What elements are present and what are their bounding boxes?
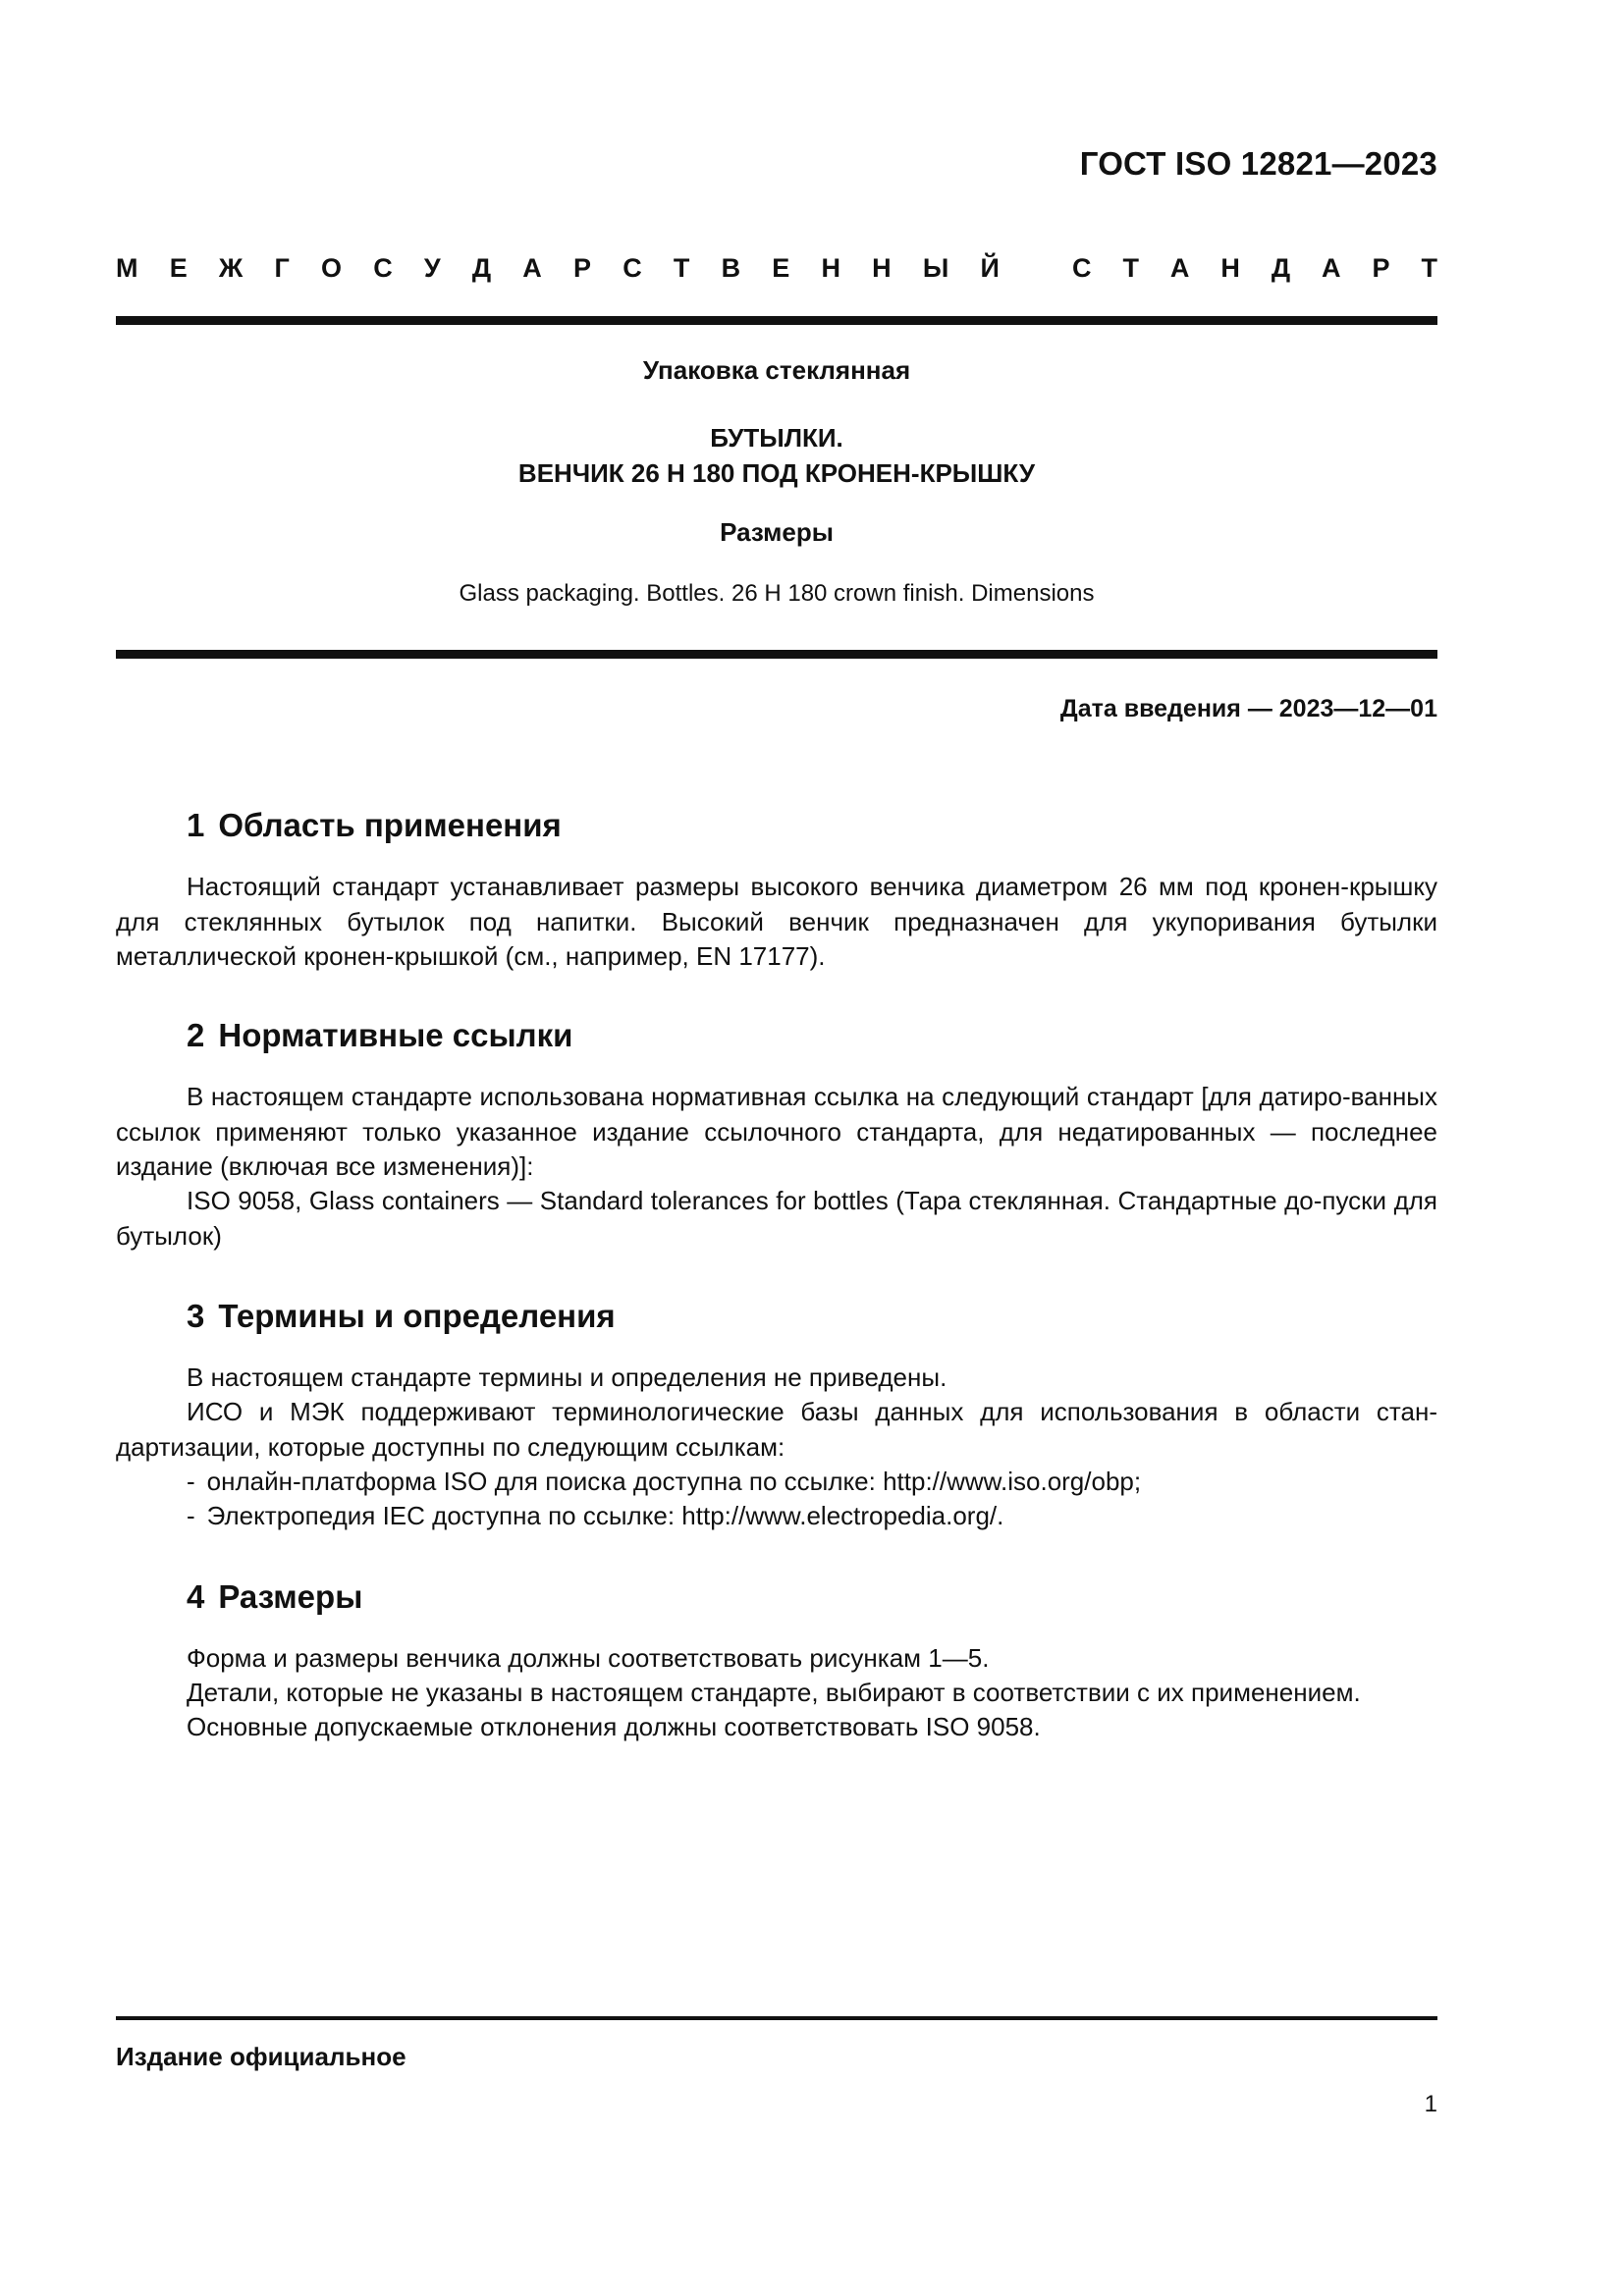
heading-letter: У — [423, 253, 441, 283]
section-heading — [187, 807, 562, 844]
heading-letter: Т — [1421, 253, 1437, 283]
heading-letter: Н — [872, 253, 892, 283]
main-title — [116, 420, 1437, 491]
heading-letter: Й — [980, 253, 1000, 283]
header-divider — [116, 316, 1437, 325]
section-title: Размеры — [218, 1578, 363, 1615]
standard-type-word-standard — [1072, 253, 1437, 284]
list-bullet: - — [187, 1467, 195, 1496]
heading-letter: Р — [1372, 253, 1390, 283]
section-title: Область применения — [218, 807, 562, 843]
heading-letter: Е — [772, 253, 790, 283]
heading-letter: Ы — [922, 253, 949, 283]
heading-letter: С — [1072, 253, 1092, 283]
heading-letter: М — [116, 253, 138, 283]
introduction-date: Дата введения — 2023—12—01 — [1059, 695, 1437, 722]
edition-label: Издание официальное — [116, 2042, 406, 2071]
standard-designation: ГОСТ ISO 12821—2023 — [1079, 145, 1437, 182]
section-heading — [187, 1298, 616, 1335]
section-title: Термины и определения — [218, 1298, 616, 1334]
section-number: 1 — [187, 807, 205, 843]
heading-letter: А — [522, 253, 542, 283]
paragraph: ИСО и МЭК поддерживают терминологические базы данных для использования в области стан-дартизации, которые доступны по следующим ссылкам: — [116, 1397, 1437, 1462]
group-title: Упаковка стеклянная — [642, 355, 911, 385]
heading-letter: Д — [1271, 253, 1291, 283]
heading-letter: Р — [572, 253, 591, 283]
list-item-text: Электропедия IEC доступна по ссылке: http://www.electropedia.org/. — [206, 1501, 1004, 1530]
heading-letter: О — [320, 253, 342, 283]
section-number: 3 — [187, 1298, 205, 1334]
standard-type-word-interstate — [116, 253, 1000, 284]
heading-letter: В — [721, 253, 741, 283]
paragraph: Основные допускаемые отклонения должны соответствовать ISO 9058. — [187, 1712, 1041, 1741]
heading-letter: Т — [1122, 253, 1139, 283]
section-heading — [187, 1017, 572, 1054]
list-item — [187, 1465, 1141, 1500]
list-item — [187, 1499, 1003, 1534]
heading-letter: С — [373, 253, 393, 283]
main-title-line-1: БУТЫЛКИ. — [710, 423, 843, 453]
standard-type-heading — [116, 253, 1437, 284]
paragraph: В настоящем стандарте использована нормативная ссылка на следующий стандарт [для датиро-ванных ссылок применяют только указанное издание ссылочного стандарта, для недатированных — последнее издание (включая все изменения)]: — [116, 1082, 1437, 1181]
heading-letter: Г — [274, 253, 290, 283]
section-heading — [187, 1578, 362, 1616]
subtitle: Размеры — [720, 517, 834, 547]
heading-letter: Т — [673, 253, 690, 283]
footer-divider — [116, 2016, 1437, 2020]
heading-letter: А — [1322, 253, 1341, 283]
section-title: Нормативные ссылки — [218, 1017, 573, 1053]
main-title-line-2: ВЕНЧИК 26 Н 180 ПОД КРОНЕН-КРЫШКУ — [517, 458, 1036, 488]
heading-letter: Н — [1220, 253, 1240, 283]
heading-letter: Н — [821, 253, 840, 283]
paragraph: Детали, которые не указаны в настоящем стандарте, выбирают в соответствии с их применением. — [187, 1678, 1361, 1707]
paragraph: ISO 9058, Glass containers — Standard tolerances for bottles (Тара стеклянная. Стандартные до-пуски для бутылок) — [116, 1186, 1437, 1251]
section-number: 4 — [187, 1578, 205, 1615]
heading-letter: Е — [169, 253, 188, 283]
list-item-text: онлайн-платформа ISO для поиска доступна по ссылке: http://www.iso.org/obp; — [206, 1467, 1142, 1496]
heading-letter: А — [1169, 253, 1190, 283]
english-title: Glass packaging. Bottles. 26 H 180 crown finish. Dimensions — [459, 580, 1095, 607]
paragraph: Настоящий стандарт устанавливает размеры высокого венчика диаметром 26 мм под кронен-крышку для стеклянных бутылок под напитки. Высокий венчик предназначен для укупоривания бутылки металлической кронен-крышкой (см., например, EN 17177). — [116, 872, 1437, 971]
paragraph: Форма и размеры венчика должны соответствовать рисункам 1—5. — [187, 1643, 990, 1673]
title-divider — [116, 650, 1437, 659]
heading-letter: Ж — [218, 253, 244, 283]
paragraph: В настоящем стандарте термины и определения не приведены. — [187, 1362, 947, 1392]
heading-letter: Д — [471, 253, 492, 283]
heading-letter: С — [623, 253, 642, 283]
list-bullet: - — [187, 1501, 195, 1530]
section-number: 2 — [187, 1017, 205, 1053]
page-number: 1 — [1424, 2091, 1437, 2117]
